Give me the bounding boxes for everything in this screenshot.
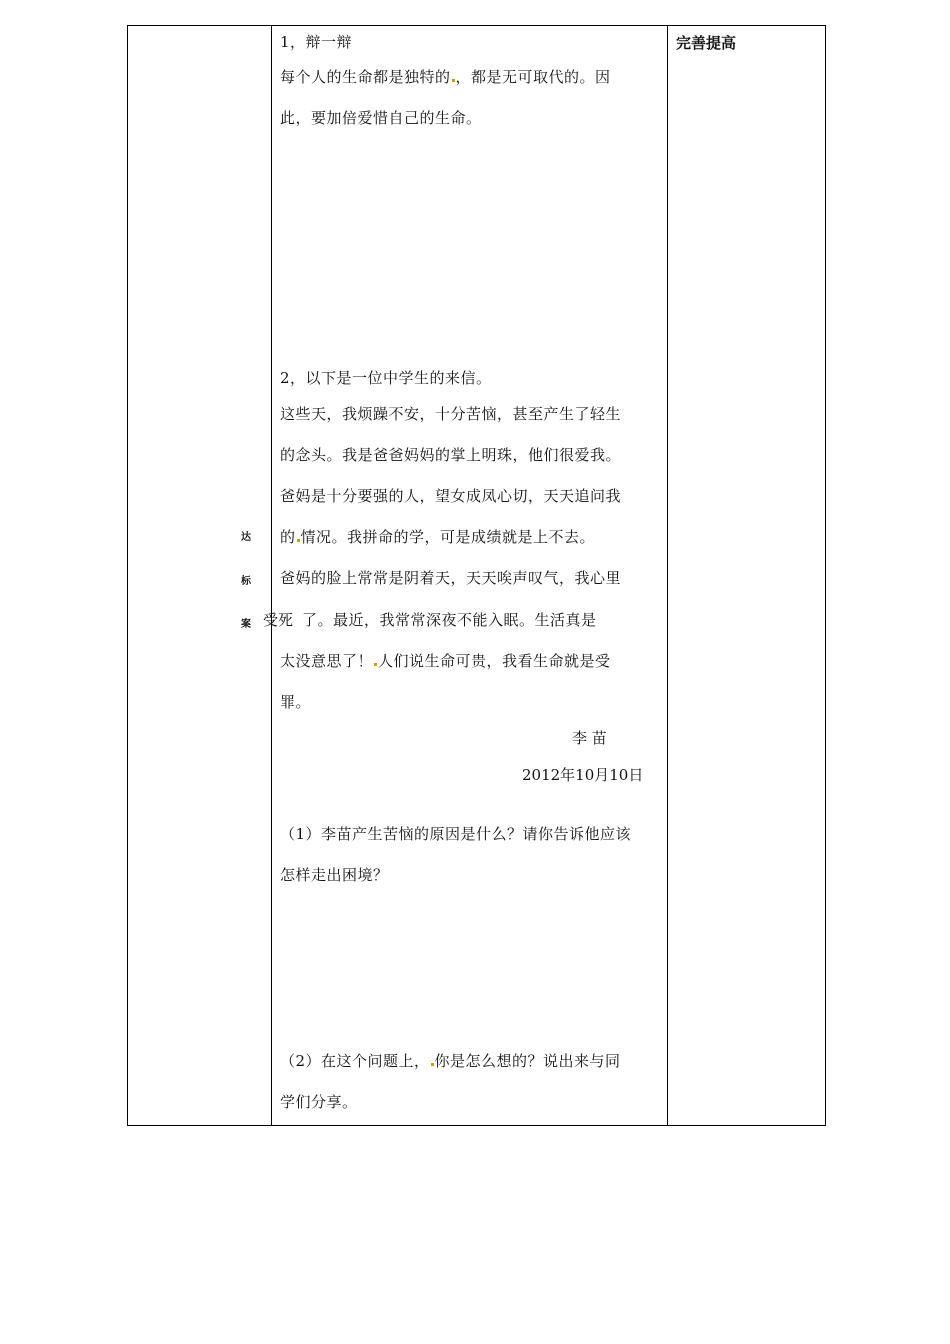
letter-line-1: 这些天，我烦躁不安，十分苦恼，甚至产生了轻生	[280, 405, 622, 423]
question-1-line-2: 此，要加倍爱惜自己的生命。	[280, 109, 482, 127]
left-label-column	[128, 26, 294, 1126]
label-char-1: 达	[241, 532, 251, 543]
improvement-title: 完善提高	[676, 34, 737, 52]
highlight-dot	[452, 79, 455, 82]
sub-question-1-line-2: 怎样走出困境？	[280, 866, 389, 884]
label-char-2: 标	[241, 576, 251, 587]
label-char-3: 案	[241, 619, 251, 630]
highlight-dot	[297, 539, 300, 542]
letter-line-7: 太没意思了！ 人们说生命可贵，我看生命就是受	[280, 652, 611, 670]
worksheet-table	[127, 25, 826, 1126]
letter-line-3: 爸妈是十分要强的人，望女成凤心切，天天追问我	[280, 487, 622, 505]
question-2-heading: 2，以下是一位中学生的来信。	[280, 369, 492, 387]
question-1-line-1: 每个人的生命都是独特的 ，都是无可取代的。因	[280, 68, 611, 86]
letter-line-6: 了。最近，我常常深夜不能入眠。生活真是	[302, 611, 597, 629]
sub-question-1-line-1: （1）李苗产生苦恼的原因是什么？请你告诉他应该	[280, 825, 632, 843]
question-1-heading: 1，辩一辩	[280, 33, 353, 51]
highlight-dot	[431, 1063, 434, 1066]
letter-line-8: 罪。	[280, 693, 312, 711]
signature: 李 苗	[572, 729, 607, 747]
letter-line-2: 的念头。我是爸爸妈妈的掌上明珠，他们很爱我。	[280, 446, 622, 464]
letter-line-5: 爸妈的脸上常常是阴着天，天天唉声叹气，我心里	[280, 569, 622, 587]
letter-line6-prefix: 受死	[263, 611, 294, 629]
sub-question-2-line-2: 学们分享。	[280, 1093, 358, 1111]
improvement-column	[668, 26, 826, 1126]
main-content-column	[272, 26, 668, 1126]
highlight-dot	[374, 663, 377, 666]
letter-date: 2012年10月10日	[522, 766, 644, 784]
letter-line-4: 的 情况。我拼命的学，可是成绩就是上不去。	[280, 528, 596, 546]
sub-question-2-line-1: （2）在这个问题上， 你是怎么想的？说出来与同	[280, 1052, 621, 1070]
